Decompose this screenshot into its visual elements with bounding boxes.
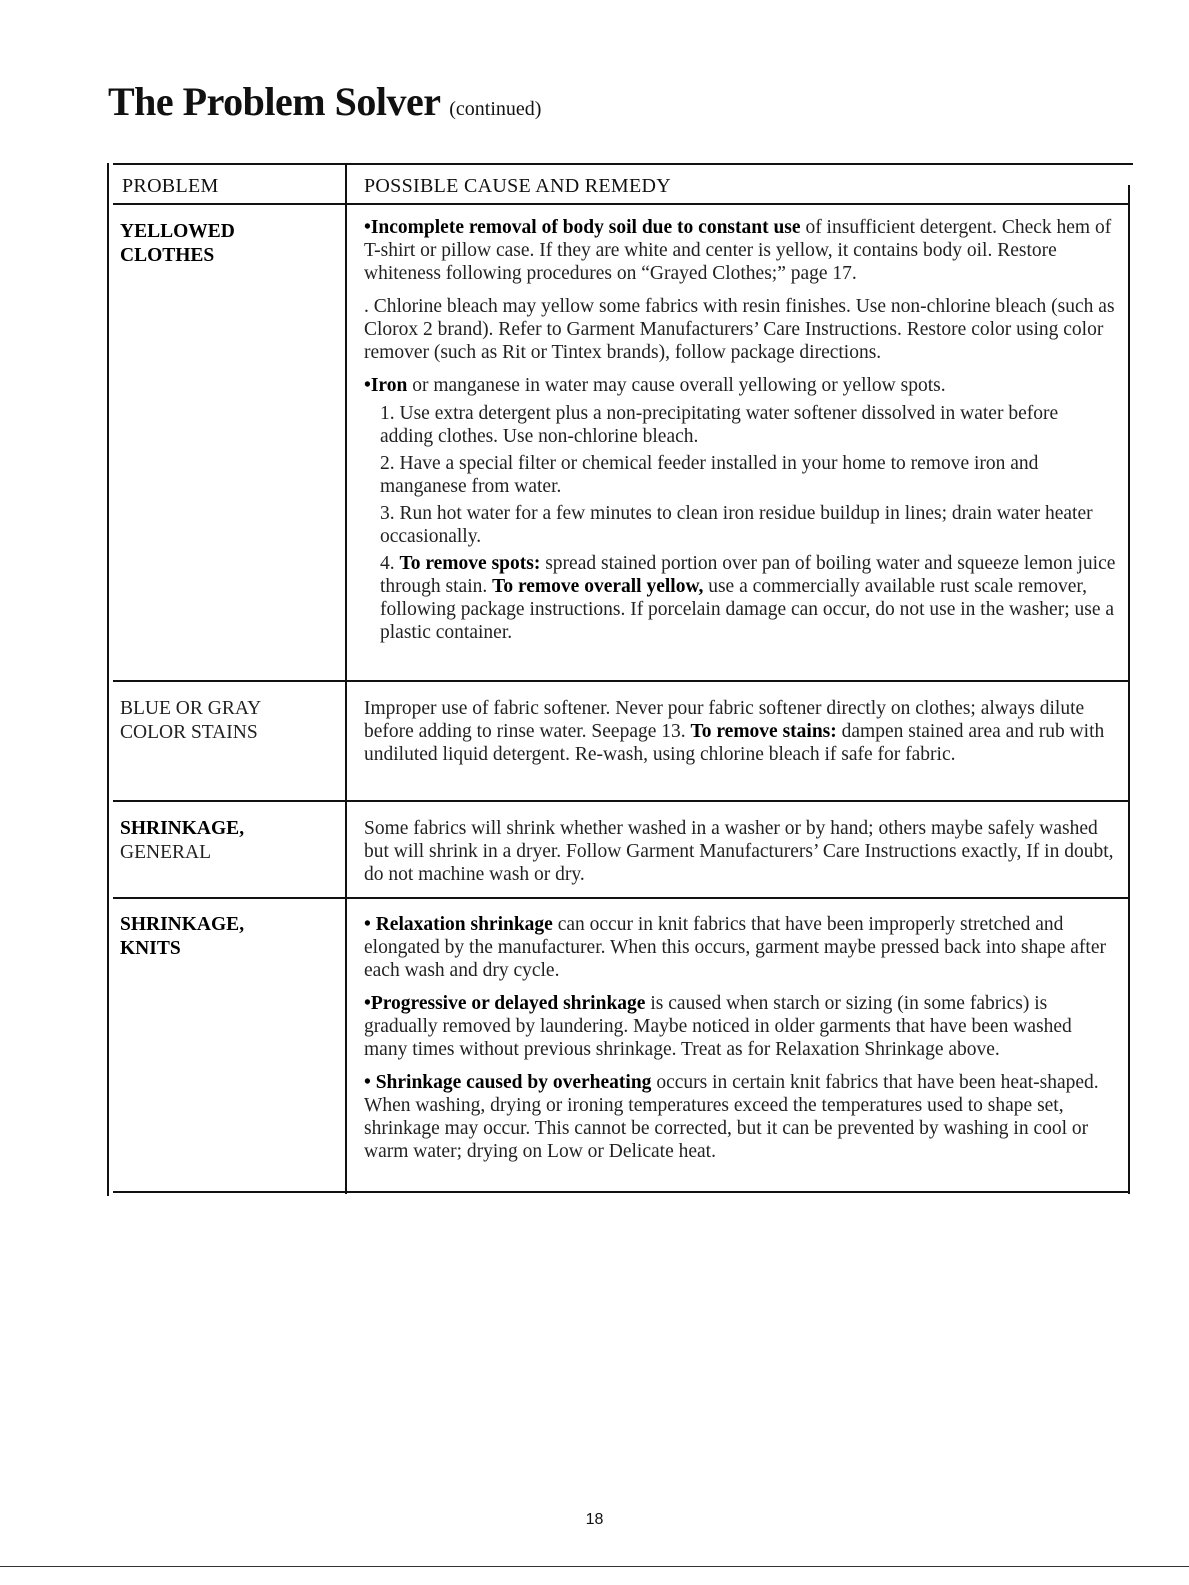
bold-run: •Iron <box>364 375 408 396</box>
text-run: spread stained portion over pan of boiling water and squeeze lemon juice through stain. <box>380 553 1116 597</box>
table-left-border <box>107 163 109 1196</box>
problem-line: COLOR STAINS <box>120 722 258 743</box>
text-run: dampen stained area and rub with undiluted liquid detergent. Re-wash, using chlorine bleach if safe for fabric. <box>364 721 1105 765</box>
title-subtitle: (continued) <box>449 98 542 120</box>
text-run: 4. <box>380 553 400 574</box>
remedy-paragraph <box>364 913 1116 982</box>
column-header-problem: PROBLEM <box>122 175 219 197</box>
header-bottom-rule <box>113 203 1130 205</box>
problem-label <box>120 697 261 745</box>
table-bottom-rule <box>113 1191 1130 1193</box>
remedy-step <box>364 552 1116 644</box>
remedy-paragraph <box>364 216 1116 285</box>
text-run: or manganese in water may cause overall yellowing or yellow spots. <box>407 375 946 396</box>
text-run: of insufficient detergent. Check hem of T-shirt or pillow case. If they are white and center is yellow, it contains body oil. Restore whiteness following procedures on “Grayed Clothes;” page 17. <box>364 217 1112 284</box>
table-top-rule <box>113 163 1133 165</box>
bold-run: •Progressive or delayed shrinkage <box>364 993 646 1014</box>
remedy-paragraph <box>364 992 1116 1061</box>
bold-run: •Incomplete removal of body soil due to constant use <box>364 217 801 238</box>
problem-line: CLOTHES <box>120 245 215 266</box>
remedy-step: 2. Have a special filter or chemical feeder installed in your home to remove iron and manganese from water. <box>380 453 1039 497</box>
table-column-divider <box>345 163 347 1194</box>
remedy-cell <box>364 216 1116 648</box>
remedy-paragraph: Some fabrics will shrink whether washed in a washer or by hand; others maybe safely washed but will shrink in a dryer. Follow Garment Manufacturers’ Care Instructions exactly, If in doubt, do not machine wash or dry. <box>364 818 1114 885</box>
problem-line: KNITS <box>120 938 181 959</box>
problem-line: SHRINKAGE, <box>120 914 245 935</box>
page-title <box>108 78 541 125</box>
remedy-cell <box>364 913 1116 1163</box>
bold-run: To remove overall yellow, <box>492 576 704 597</box>
problem-line: BLUE OR GRAY <box>120 698 262 719</box>
problem-line: GENERAL <box>120 842 211 863</box>
problem-label <box>120 220 235 268</box>
remedy-paragraph <box>364 697 1116 766</box>
problem-label <box>120 817 244 865</box>
problem-label <box>120 913 244 961</box>
row3-bottom-rule <box>113 897 1130 899</box>
remedy-cell <box>364 697 1116 766</box>
bold-run: • Relaxation shrinkage <box>364 914 553 935</box>
remedy-step: 3. Run hot water for a few minutes to clean iron residue buildup in lines; drain water heater occasionally. <box>380 503 1093 547</box>
bold-run: To remove spots: <box>399 553 541 574</box>
table-right-border <box>1128 185 1130 1194</box>
bottom-scan-line <box>0 1566 1189 1567</box>
text-run: Improper use of fabric softener. Never pour fabric softener directly on clothes; always dilute before adding to rinse water. Seepage 13. <box>364 698 1085 742</box>
text-run: use a commercially available rust scale remover, following package instructions. If porcelain damage can occur, do not use in the washer; use a plastic container. <box>380 576 1115 643</box>
remedy-paragraph: . Chlorine bleach may yellow some fabrics with resin finishes. Use non-chlorine bleach (such as Clorox 2 brand). Refer to Garment Manufacturers’ Care Instructions. Restore color using color remover (such as Rit or Tintex brands), follow package directions. <box>364 296 1115 363</box>
title-text: The Problem Solver <box>108 79 440 124</box>
column-header-remedy: POSSIBLE CAUSE AND REMEDY <box>364 175 671 197</box>
remedy-cell <box>364 817 1116 886</box>
remedy-paragraph <box>364 1071 1116 1163</box>
row1-bottom-rule <box>113 680 1130 682</box>
text-run: can occur in knit fabrics that have been improperly stretched and elongated by the manufacturer. When this occurs, garment maybe pressed back into shape after each wash and dry cycle. <box>364 914 1106 981</box>
text-run: occurs in certain knit fabrics that have been heat-shaped. When washing, drying or ironing temperatures exceed the temperatures used to shape set, shrinkage may occur. This cannot be corrected, but it can be prevented by washing in cool or warm water; drying on Low or Delicate heat. <box>364 1072 1099 1162</box>
remedy-step: 1. Use extra detergent plus a non-precipitating water softener dissolved in water before adding clothes. Use non-chlorine bleach. <box>380 403 1059 447</box>
row2-bottom-rule <box>113 800 1130 802</box>
page-number: 18 <box>585 1511 604 1528</box>
problem-line: SHRINKAGE, <box>120 818 245 839</box>
remedy-paragraph <box>364 374 1116 397</box>
text-run: is caused when starch or sizing (in some fabrics) is gradually removed by laundering. Maybe noticed in older garments that have been washed many times without previous shrinkage. Treat as for Relaxation Shrinkage above. <box>364 993 1072 1060</box>
bold-run: • Shrinkage caused by overheating <box>364 1072 652 1093</box>
bold-run: To remove stains: <box>690 721 837 742</box>
problem-line: YELLOWED <box>120 221 235 242</box>
